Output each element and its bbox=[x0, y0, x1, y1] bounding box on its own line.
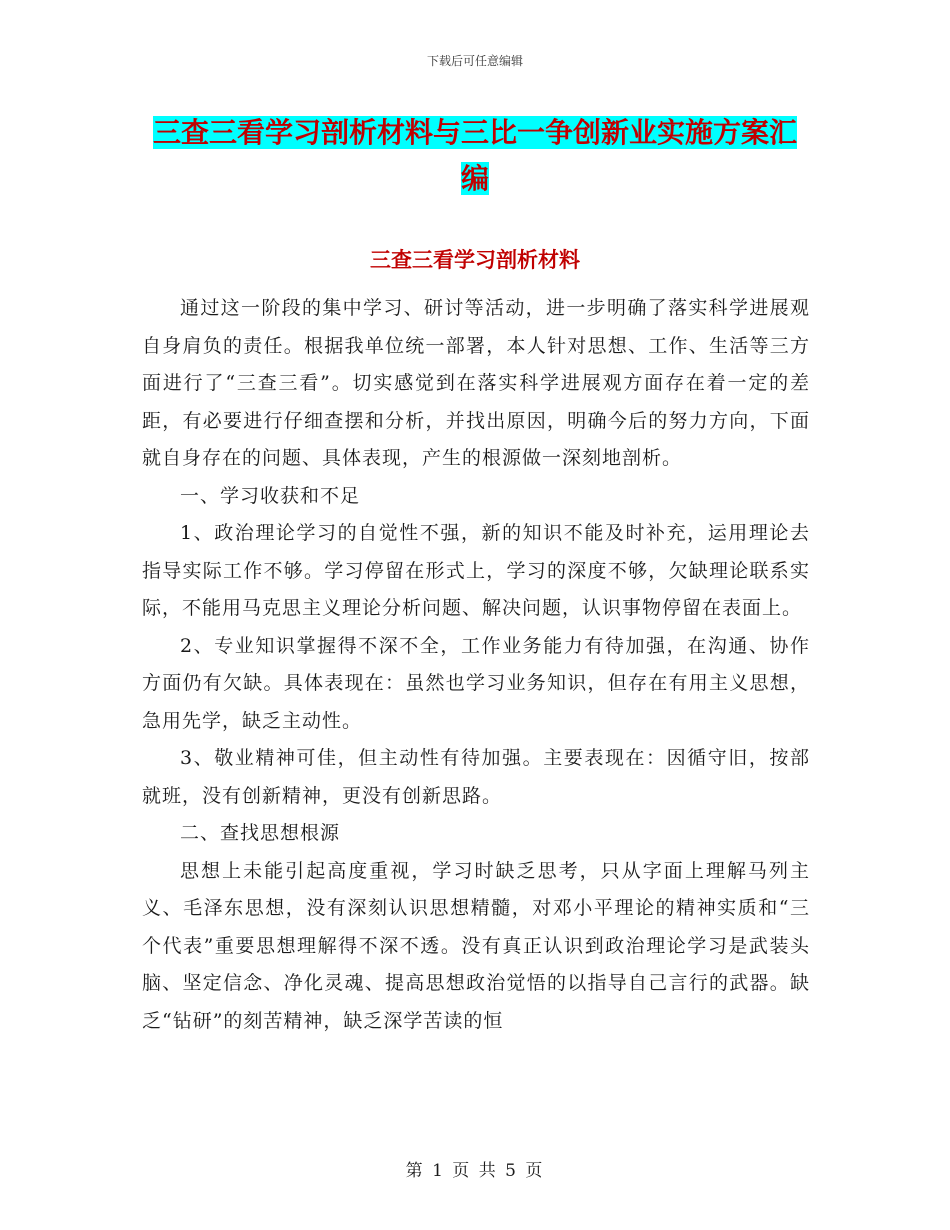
heading-thought-roots: 二、查找思想根源 bbox=[180, 822, 341, 844]
document-body bbox=[142, 290, 810, 1040]
paragraph-item-1: 1、政治理论学习的自觉性不强，新的知识不能及时补充，运用理论去指导实际工作不够。学习停留在形式上，学习的深度不够，欠缺理论联系实际，不能用马克思主义理论分析问题、解决问题，认识事物停留在表面上。 bbox=[142, 522, 810, 619]
paragraph-thought-roots: 思想上未能引起高度重视，学习时缺乏思考，只从字面上理解马列主义、毛泽东思想，没有深刻认识思想精髓，对邓小平理论的精神实质和“三个代表”重要思想理解得不深不透。没有真正认识到政治理论学习是武装头脑、坚定信念、净化灵魂、提高思想政治觉悟的以指导自己言行的武器。缺乏“钻研”的刻苦精神，缺乏深学苦读的恒 bbox=[142, 859, 810, 1032]
document-title-text: 三查三看学习剖析材料与三比一争创新业实施方案汇编 bbox=[152, 116, 797, 195]
paragraph-item-2: 2、专业知识掌握得不深不全，工作业务能力有待加强，在沟通、协作方面仍有欠缺。具体表现在：虽然也学习业务知识，但存在有用主义思想，急用先学，缺乏主动性。 bbox=[142, 634, 810, 732]
section-title: 三查三看学习剖析材料 bbox=[370, 248, 580, 272]
paragraph-intro: 通过这一阶段的集中学习、研讨等活动，进一步明确了落实科学进展观自身肩负的责任。根据我单位统一部署，本人针对思想、工作、生活等三方面进行了“三查三看”。切实感觉到在落实科学进展观方面存在着一定的差距，有必要进行仔细查摆和分析，并找出原因，明确今后的努力方向，下面就自身存在的问题、具体表现，产生的根源做一深刻地剖析。 bbox=[142, 297, 810, 469]
paragraph-item-3: 3、敬业精神可佳，但主动性有待加强。主要表现在：因循守旧，按部就班，没有创新精神，更没有创新思路。 bbox=[142, 747, 810, 807]
page-number-footer: 第 1 页 共 5 页 bbox=[405, 1161, 545, 1181]
document-title bbox=[140, 110, 810, 202]
header-note: 下载后可任意编辑 bbox=[426, 54, 523, 68]
heading-learning-gains: 一、学习收获和不足 bbox=[180, 484, 361, 507]
